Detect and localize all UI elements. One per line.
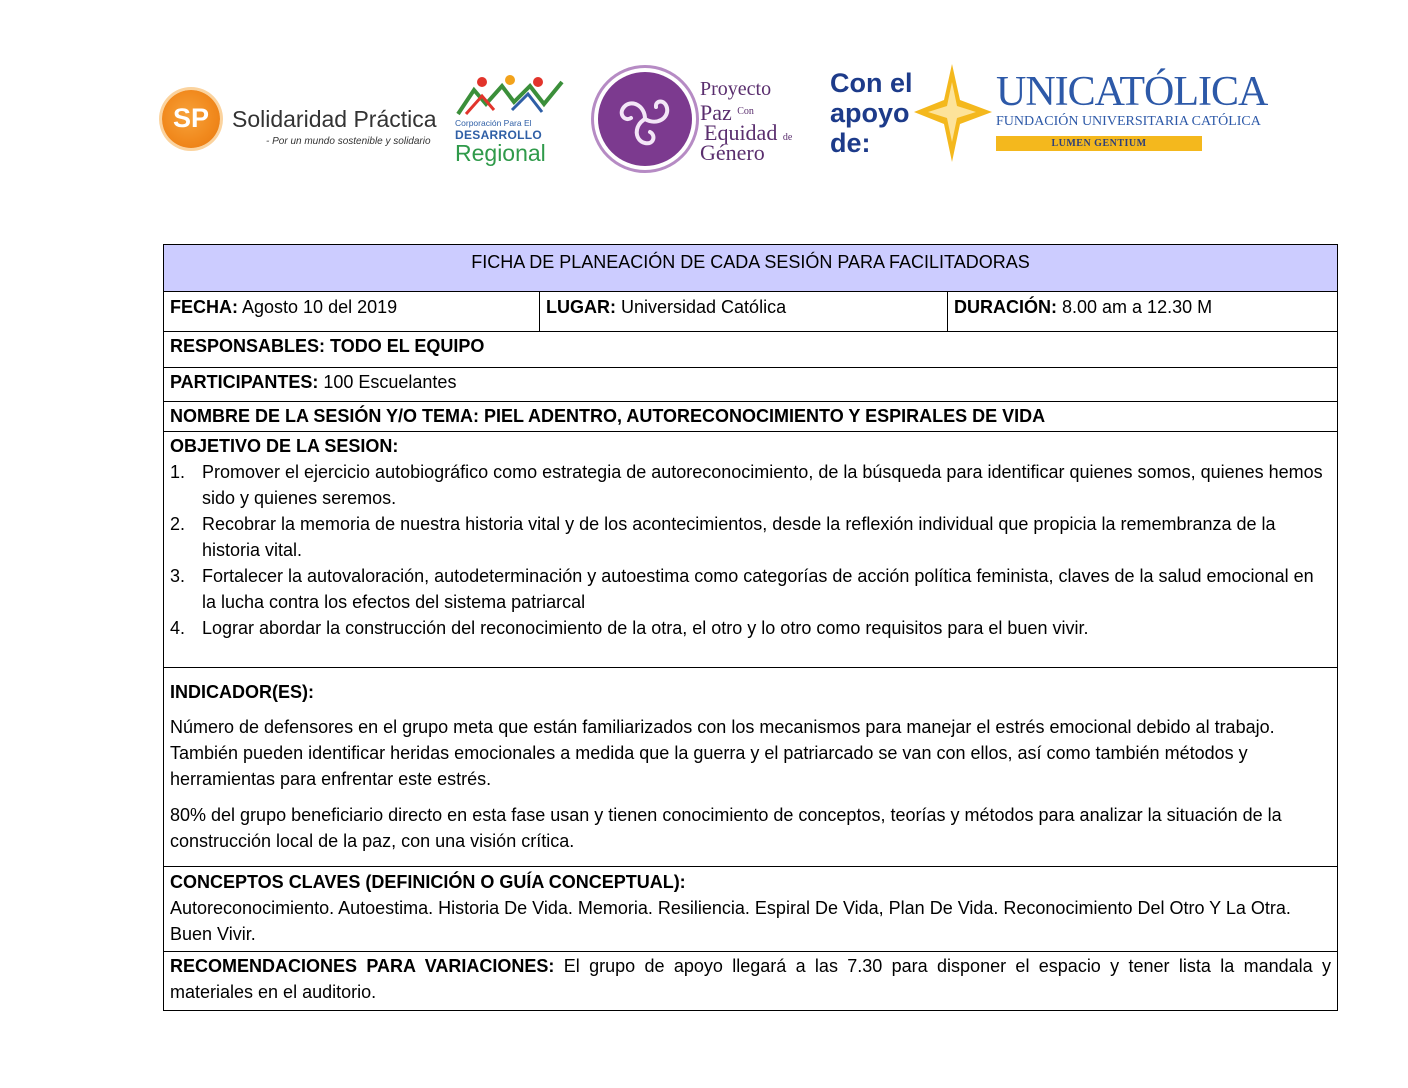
star-icon bbox=[910, 62, 996, 166]
sheet-title: FICHA DE PLANEACIÓN DE CADA SESIÓN PARA FACILITADORAS bbox=[471, 252, 1030, 272]
sp-tagline: - Por un mundo sostenible y solidario bbox=[266, 136, 431, 147]
solidaridad-practica-logo bbox=[160, 88, 437, 152]
lugar-cell: LUGAR: Universidad Católica bbox=[540, 292, 948, 331]
fecha-cell: FECHA: Agosto 10 del 2019 bbox=[164, 292, 540, 331]
duracion-cell: DURACIÓN: 8.00 am a 12.30 M bbox=[954, 297, 1213, 317]
recomendaciones-row: RECOMENDACIONES PARA VARIACIONES: El grupo de apoyo llegará a las 7.30 para disponer el espacio y tener lista la mandala y materiales en el auditorio. bbox=[170, 956, 1331, 1002]
sheet-header bbox=[164, 245, 1337, 292]
list-item: 4. Lograr abordar la construcción del reconocimiento de la otra, el otro y lo otro como requisitos para el buen vivir. bbox=[170, 618, 1089, 638]
info-row bbox=[164, 292, 1337, 332]
sp-sun-icon: SP bbox=[162, 90, 220, 148]
list-item: 3. Fortalecer la autovaloración, autodeterminación y autoestima como categorías de acción política feminista, claves de la salud emocional en la lucha contra los efectos del sistema patriarcal bbox=[170, 566, 1314, 612]
responsables-row: RESPONSABLES: TODO EL EQUIPO bbox=[164, 332, 1337, 368]
objetivo-label: OBJETIVO DE LA SESION: bbox=[170, 436, 399, 456]
conceptos-row bbox=[164, 867, 1337, 952]
objetivos-list bbox=[170, 459, 1331, 641]
conceptos-label: CONCEPTOS CLAVES (DEFINICIÓN O GUÍA CONCEPTUAL): bbox=[170, 872, 686, 892]
list-item: 2. Recobrar la memoria de nuestra historia vital y de los acontecimientos, desde la reflexión individual que propicia la remembranza de la historia vital. bbox=[170, 514, 1276, 560]
sp-name: Solidaridad Práctica bbox=[232, 106, 437, 132]
triskelion-icon bbox=[598, 72, 692, 166]
indicador-paragraph-2: 80% del grupo beneficiario directo en esta fase usan y tienen conocimiento de conceptos, teorías y métodos para analizar la situación de la construcción local de la paz, con una visión crítica. bbox=[170, 805, 1282, 851]
indicador-paragraph-1: Número de defensores en el grupo meta que están familiarizados con los mecanismos para manejar el estrés emocional debido al trabajo. También pueden identificar heridas emocionales a medida que la guerra y el patriarcado se van con ellos, así como también métodos y herramientas para enfrentar este estrés. bbox=[170, 717, 1275, 789]
conceptos-text: Autoreconocimiento. Autoestima. Historia De Vida. Memoria. Resiliencia. Espiral De Vida, Plan De Vida. Reconocimiento Del Otro Y La Otra. Buen Vivir. bbox=[170, 898, 1291, 944]
planning-sheet-table bbox=[163, 244, 1338, 1011]
unicatolica-logo: UNICATÓLICA FUNDACIÓN UNIVERSITARIA CATÓLICA LUMEN GENTIUM bbox=[910, 62, 1210, 166]
desarrollo-regional-logo: Corporación Para El DESARROLLO Regional bbox=[452, 74, 572, 170]
participantes-row: PARTICIPANTES: 100 Escuelantes bbox=[164, 368, 1337, 402]
proyecto-paz-equidad-logo: Proyecto Paz $^{Con}$ Equidad de Género bbox=[596, 70, 818, 174]
list-item: 1. Promover el ejercicio autobiográfico como estrategia de autoreconocimiento, de la búsqueda para identificar quienes somos, quienes hemos sido y quienes seremos. bbox=[170, 462, 1323, 508]
con-el-apoyo-de-label: Con el apoyo de: bbox=[830, 68, 913, 158]
people-figures-icon bbox=[452, 74, 572, 118]
indicadores-row bbox=[164, 668, 1337, 867]
nombre-sesion-row: NOMBRE DE LA SESIÓN Y/O TEMA: PIEL ADENTRO, AUTORECONOCIMIENTO Y ESPIRALES DE VIDA bbox=[164, 402, 1337, 432]
objetivo-row bbox=[164, 432, 1337, 668]
indicadores-label: INDICADOR(ES): bbox=[170, 682, 314, 702]
